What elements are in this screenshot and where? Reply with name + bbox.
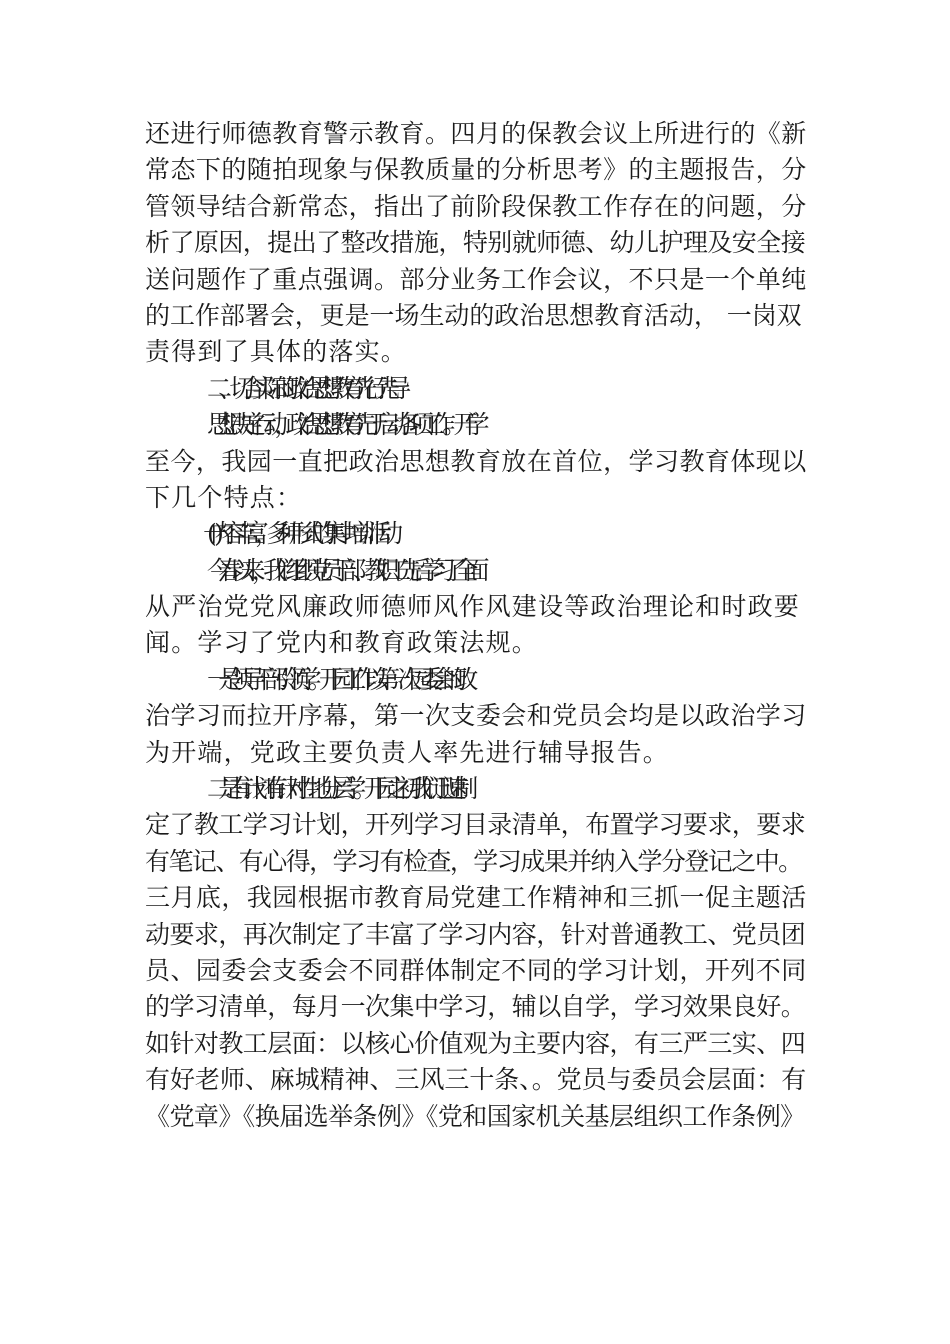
text-line: 从严治党党风廉政师德师风作风建设等政治理论和时政要 (145, 592, 801, 622)
text-line: (一)内容丰富，多种形式的集中培训活动 (207, 519, 390, 549)
text-line: 员、园委会支委会不同群体制定不同的学习计划，开列不同 (145, 955, 807, 985)
text-line: 还进行师德教育警示教育。四月的保教会议上所进行的《新 (145, 119, 807, 148)
text-line: 二是有计划有针对性地分层学。开园之初我们迅速制 (207, 774, 465, 804)
text-line: 二、切合实际的政治思想教育先行先导 (207, 373, 398, 403)
text-line: 思想决定行动，政治思想教育先于启动各项工作。开学 (207, 410, 476, 440)
text-line: 定了教工学习计划，开列学习目录清单，布置学习要求，要求 (145, 810, 806, 840)
text-line: 动要求，再次制定了丰富了学习内容，针对普通教工、党员团 (145, 919, 806, 949)
text-line: 的工作部署会，更是一场生动的政治思想教育活动， 一岗双 (145, 300, 802, 330)
text-line: 一是领导干部引领学。开园工作以第一次园委会的政 (207, 664, 465, 694)
text-line: 常态下的随拍现象与保教质量的分析思考》的主题报告，分 (145, 155, 807, 185)
text-line: 闻。学习了党内和教育政策法规。 (145, 628, 539, 658)
text-line: 至今，我园一直把政治思想教育放在首位，学习教育体现以 (145, 446, 807, 476)
text-line: 治学习而拉开序幕，第一次支委会和党员会均是以政治学习 (145, 701, 807, 731)
text-line: 为开端，党政主要负责人率先进行辅导报告。 (145, 737, 670, 767)
text-line: 析了原因，提出了整改措施，特别就师德、幼儿护理及安全接 (145, 228, 806, 258)
text-line: 《党章》《换届选举条例》《党和国家机关基层组织工作条例》 (145, 1101, 805, 1131)
text-line: 下几个特点： (145, 482, 303, 512)
text-line: 的学习清单，每月一次集中学习，辅以自学，学习效果良好。 (145, 992, 806, 1022)
text-line: 今春以来，我们组织党员干部、教职工先后学习了全面 (207, 555, 476, 585)
text-line: 如针对教工层面：以核心价值观为主要内容，有三严三实、四 (145, 1028, 806, 1058)
text-line: 有好老师、麻城精神、三风三十条、。党员与委员会层面：有 (145, 1065, 807, 1095)
text-line: 责得到了具体的落实。 (145, 337, 408, 367)
text-line: 三月底，我园根据市教育局党建工作精神和三抓一促主题活 (145, 883, 807, 913)
text-line: 管领导结合新常态，指出了前阶段保教工作存在的问题，分 (145, 191, 807, 221)
text-line: 有笔记、有心得，学习有检查，学习成果并纳入学分登记之中。 (145, 846, 802, 876)
document-body (145, 116, 807, 1135)
text-line: 送问题作了重点强调。部分业务工作会议，不只是一个单纯 (145, 264, 807, 294)
